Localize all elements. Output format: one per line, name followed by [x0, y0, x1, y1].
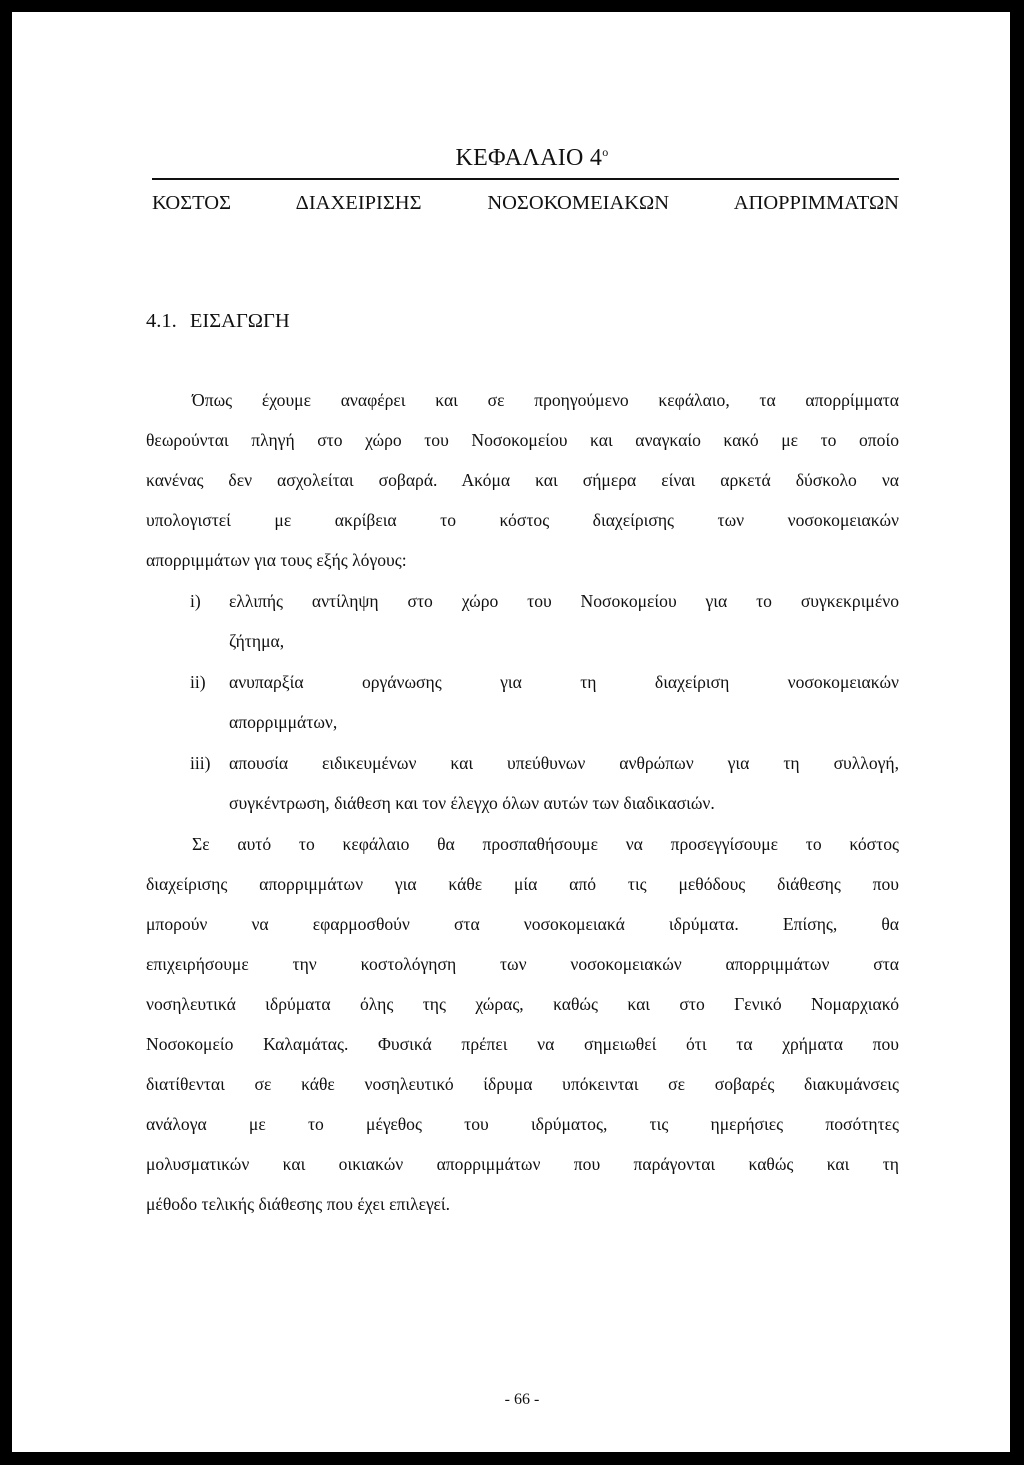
- paragraph-line: Νοσοκομείο Καλαμάτας. Φυσικά πρέπει να σημειωθεί ότι τα χρήματα που: [146, 1034, 899, 1054]
- paragraph-line: μέθοδο τελικής διάθεσης που έχει επιλεγεί.: [146, 1194, 450, 1214]
- paragraph-line: κανένας δεν ασχολείται σοβαρά. Ακόμα και σήμερα είναι αρκετά δύσκολο να: [146, 470, 899, 490]
- paragraph-line: διατίθενται σε κάθε νοσηλευτικό ίδρυμα υπόκεινται σε σοβαρές διακυμάνσεις: [146, 1074, 899, 1094]
- title-underline: [152, 178, 899, 180]
- chapter-title: [12, 145, 1010, 172]
- chapter-subtitle: ΚΟΣΤΟΣ ΔΙΑΧΕΙΡΙΣΗΣ ΝΟΣΟΚΟΜΕΙΑΚΩΝ ΑΠΟΡΡΙΜΜΑΤΩΝ: [152, 192, 899, 214]
- page-number: - 66 -: [504, 1391, 540, 1408]
- paragraph-line: Σε αυτό το κεφάλαιο θα προσπαθήσουμε να προσεγγίσουμε το κόστος: [192, 834, 899, 854]
- list-marker: i): [190, 591, 201, 611]
- list-marker: iii): [190, 753, 211, 773]
- chapter-title-superscript: ο: [602, 145, 609, 159]
- list-item-line: απουσία ειδικευμένων και υπεύθυνων ανθρώπων για τη συλλογή,: [229, 753, 899, 773]
- paragraph-line: μολυσματικών και οικιακών απορριμμάτων που παράγονται καθώς και τη: [146, 1154, 899, 1174]
- list-marker: ii): [190, 672, 206, 692]
- document-page: [12, 12, 1010, 1452]
- paragraph-line: θεωρούνται πληγή στο χώρο του Νοσοκομείου και αναγκαίο κακό με το οποίο: [146, 430, 899, 450]
- paragraph-line: Όπως έχουμε αναφέρει και σε προηγούμενο κεφάλαιο, τα απορρίμματα: [192, 390, 899, 410]
- paragraph-line: νοσηλευτικά ιδρύματα όλης της χώρας, καθώς και στο Γενικό Νομαρχιακό: [146, 994, 899, 1014]
- list-item-line: συγκέντρωση, διάθεση και τον έλεγχο όλων αυτών των διαδικασιών.: [229, 793, 715, 813]
- list-item-line: απορριμμάτων,: [229, 712, 338, 732]
- section-heading: 4.1. ΕΙΣΑΓΩΓΗ: [146, 310, 290, 332]
- paragraph-line: μπορούν να εφαρμοσθούν στα νοσοκομειακά ιδρύματα. Επίσης, θα: [146, 914, 899, 934]
- paragraph-line: υπολογιστεί με ακρίβεια το κόστος διαχείρισης των νοσοκομειακών: [146, 510, 899, 530]
- list-item-line: ανυπαρξία οργάνωσης για τη διαχείριση νοσοκομειακών: [229, 672, 899, 692]
- list-item-line: ελλιπής αντίληψη στο χώρο του Νοσοκομείου για το συγκεκριμένο: [229, 591, 899, 611]
- paragraph-line: επιχειρήσουμε την κοστολόγηση των νοσοκομειακών απορριμμάτων στα: [146, 954, 899, 974]
- paragraph-line: διαχείρισης απορριμμάτων για κάθε μία από τις μεθόδους διάθεσης που: [146, 874, 899, 894]
- list-item-line: ζήτημα,: [229, 631, 285, 651]
- paragraph-line: ανάλογα με το μέγεθος του ιδρύματος, τις ημερήσιες ποσότητες: [146, 1114, 899, 1134]
- chapter-title-text: ΚΕΦΑΛΑΙΟ 4: [455, 145, 603, 171]
- paragraph-line: απορριμμάτων για τους εξής λόγους:: [146, 550, 407, 570]
